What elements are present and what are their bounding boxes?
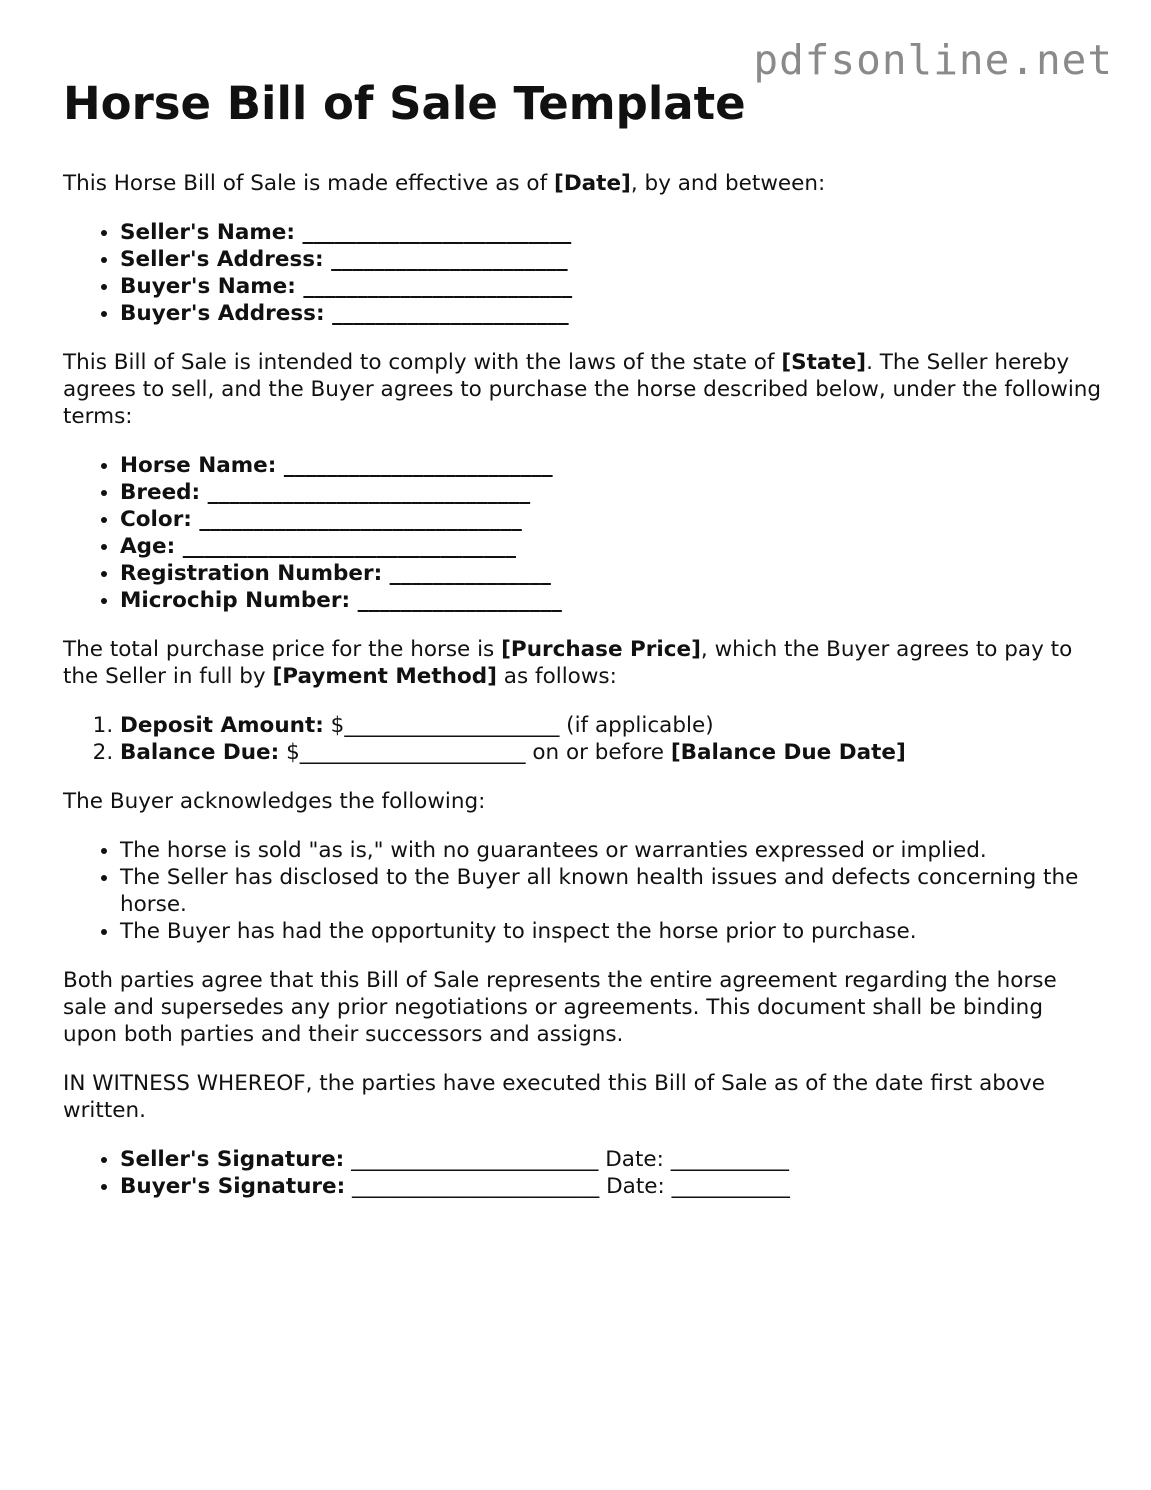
list-item — [120, 506, 1103, 533]
microchip-number-blank[interactable]: ___________________ — [357, 587, 562, 613]
purchase-price-placeholder: [Purchase Price] — [501, 636, 701, 662]
acknowledgement-intro: The Buyer acknowledges the following: — [63, 788, 486, 814]
terms-text-end: . The Seller hereby agrees to sell, and the Buyer agrees to purchase the horse described below, under the following terms: — [63, 349, 1102, 429]
balance-due-date-placeholder: [Balance Due Date] — [670, 739, 906, 765]
balance-note: on or before — [525, 739, 671, 765]
buyer-date-blank[interactable]: ___________ — [671, 1173, 790, 1199]
seller-name-blank[interactable]: _________________________ — [302, 219, 572, 245]
seller-date-blank[interactable]: ___________ — [670, 1146, 789, 1172]
buyer-signature-blank[interactable]: _______________________ — [352, 1173, 600, 1199]
intro-paragraph — [63, 170, 1103, 197]
witness-paragraph: IN WITNESS WHEREOF, the parties have executed this Bill of Sale as of the date first above written. — [63, 1070, 1045, 1123]
age-blank[interactable]: _______________________________ — [182, 533, 516, 559]
seller-address-blank[interactable]: ______________________ — [331, 246, 568, 272]
horse-name-blank[interactable]: _________________________ — [283, 452, 553, 478]
entire-agreement-paragraph: Both parties agree that this Bill of Sale represents the entire agreement regarding the horse sale and supersedes any prior negotiations or agreements. This document shall be binding upon both parties and their successors and assigns. — [63, 967, 1057, 1047]
terms-text: This Bill of Sale is intended to comply with the laws of the state of — [63, 349, 782, 375]
deposit-label: Deposit Amount: — [120, 712, 324, 738]
balance-amount-blank[interactable]: $_____________________ — [279, 739, 526, 765]
state-placeholder: [State] — [781, 349, 867, 375]
list-item — [120, 273, 1103, 300]
price-text-end: as follows: — [496, 663, 617, 689]
list-item — [120, 712, 1103, 739]
field-label: Buyer's Address: — [120, 300, 325, 326]
buyer-signature-label: Buyer's Signature: — [120, 1173, 346, 1199]
field-label: Horse Name: — [120, 452, 277, 478]
field-label: Registration Number: — [120, 560, 383, 586]
list-item — [120, 1173, 1103, 1200]
payments-list — [63, 712, 1103, 766]
page-title: Horse Bill of Sale Template — [63, 77, 746, 130]
buyer-name-blank[interactable]: _________________________ — [303, 273, 573, 299]
document-page — [63, 78, 1103, 1222]
color-blank[interactable]: ______________________________ — [199, 506, 522, 532]
intro-text-end: , by and between: — [630, 170, 826, 196]
list-item — [120, 479, 1103, 506]
deposit-amount-blank[interactable]: $____________________ — [323, 712, 560, 738]
breed-blank[interactable]: ______________________________ — [207, 479, 531, 505]
field-label: Buyer's Name: — [120, 273, 296, 299]
signatures-list — [63, 1146, 1103, 1200]
list-item — [120, 219, 1103, 246]
field-label: Seller's Name: — [120, 219, 295, 245]
field-label: Microchip Number: — [120, 587, 351, 613]
acknowledgements-list — [63, 837, 1103, 945]
list-item — [120, 246, 1103, 273]
list-item — [120, 300, 1103, 327]
field-label: Breed: — [120, 479, 201, 505]
price-paragraph — [63, 636, 1103, 690]
list-item: • The horse is sold "as is," with no guarantees or warranties expressed or implied. — [120, 837, 1103, 864]
seller-signature-label: Seller's Signature: — [120, 1146, 345, 1172]
price-text-middle: , which the Buyer agrees to pay to the Seller in full by — [63, 636, 1073, 689]
list-item — [120, 533, 1103, 560]
list-item: • The Seller has disclosed to the Buyer all known health issues and defects concerning the horse. — [120, 864, 1103, 918]
list-item: • The Buyer has had the opportunity to inspect the horse prior to purchase. — [120, 918, 1103, 945]
watermark: pdfsonline.net — [753, 36, 1113, 84]
parties-list — [63, 219, 1103, 327]
list-item — [120, 452, 1103, 479]
registration-number-blank[interactable]: _______________ — [389, 560, 551, 586]
list-item — [120, 560, 1103, 587]
price-text: The total purchase price for the horse is — [63, 636, 502, 662]
list-item — [120, 739, 1103, 766]
buyer-address-blank[interactable]: ______________________ — [332, 300, 569, 326]
date-placeholder: [Date] — [554, 170, 631, 196]
date-label: Date: — [598, 1146, 671, 1172]
terms-paragraph — [63, 349, 1103, 430]
balance-label: Balance Due: — [120, 739, 280, 765]
date-label: Date: — [599, 1173, 672, 1199]
deposit-note: (if applicable) — [559, 712, 714, 738]
list-item — [120, 587, 1103, 614]
payment-method-placeholder: [Payment Method] — [272, 663, 497, 689]
seller-signature-blank[interactable]: _______________________ — [351, 1146, 599, 1172]
list-item — [120, 1146, 1103, 1173]
intro-text: This Horse Bill of Sale is made effective as of — [63, 170, 554, 196]
field-label: Age: — [120, 533, 176, 559]
horse-details-list — [63, 452, 1103, 614]
field-label: Color: — [120, 506, 192, 532]
field-label: Seller's Address: — [120, 246, 324, 272]
